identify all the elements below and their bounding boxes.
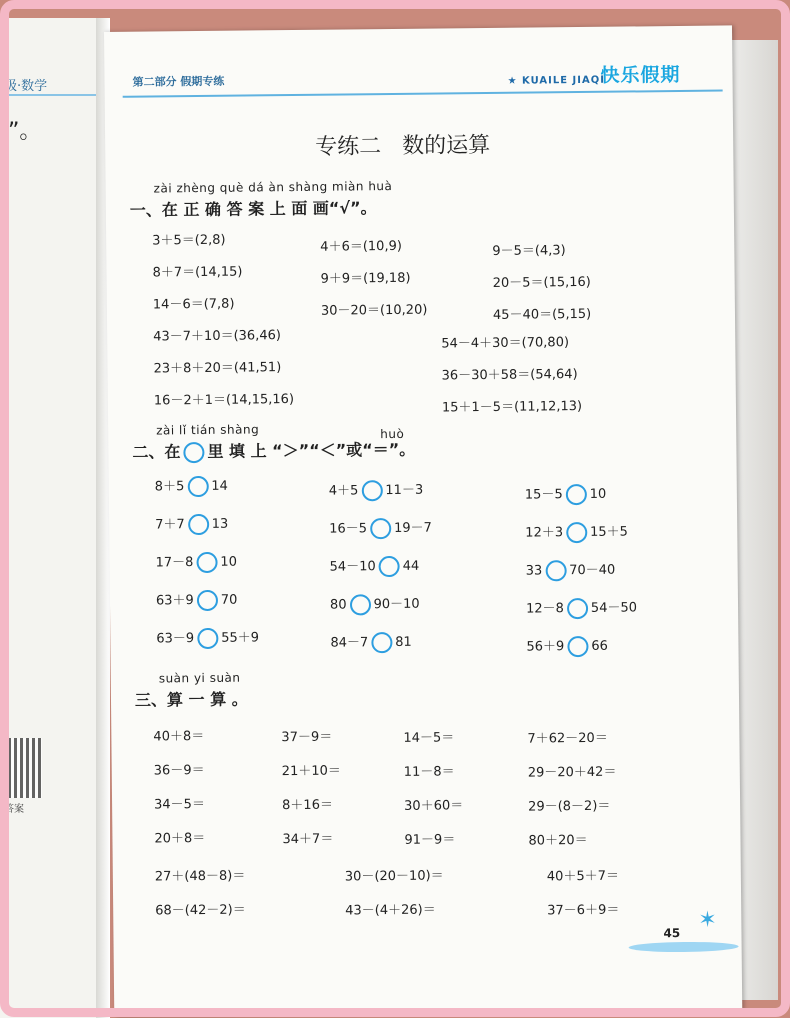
worksheet-page	[104, 25, 742, 1017]
answer-circle[interactable]	[567, 636, 588, 657]
calc-item: 20＋8＝	[154, 830, 206, 847]
calc-item: 14－5＝	[403, 730, 455, 746]
calc-item: 11－8＝	[403, 764, 455, 780]
calc-item: 40＋8＝	[153, 728, 205, 745]
page-footer	[628, 907, 738, 958]
calc-item: 36－9＝	[153, 762, 205, 779]
compare-left: 56＋9	[526, 639, 565, 655]
sec1-item: 36－30＋58＝(54,64)	[441, 367, 578, 384]
compare-left: 15－5	[524, 487, 563, 503]
sec3-pinyin: suàn yi suàn	[158, 670, 241, 686]
sec1-item: 9＋9＝(19,18)	[320, 270, 411, 287]
compare-item	[155, 551, 237, 574]
compare-item	[526, 635, 608, 658]
compare-item	[329, 555, 419, 578]
calc-item: 34－5＝	[154, 796, 206, 813]
calc-item: 7＋62－20＝	[527, 730, 608, 747]
sec1-item: 14－6＝(7,8)	[152, 296, 235, 313]
page-header	[122, 63, 722, 94]
palm-tree-icon: ✶	[698, 907, 717, 933]
brand-english: ★ KUAILE JIAQI	[507, 74, 605, 87]
compare-left: 63－9	[156, 631, 195, 647]
page-title: 专练二 数的运算	[315, 132, 491, 160]
calc-item: 91－9＝	[404, 832, 456, 848]
sec2-pinyin: zài lǐ tián shàng	[156, 422, 260, 438]
calc-item: 40＋5＋7＝	[546, 868, 620, 885]
answer-circle[interactable]	[545, 560, 566, 581]
calc-item: 8＋16＝	[282, 797, 334, 814]
sec2-heading-a: 二、在	[132, 442, 181, 462]
compare-left: 12＋3	[525, 525, 564, 541]
compare-right: 10	[589, 486, 607, 502]
sec2-heading-b: 里 填 上 “＞”“＜”或“＝”。	[207, 439, 416, 461]
calc-item: 30－(20－10)＝	[344, 868, 444, 885]
compare-right: 70	[220, 592, 238, 608]
compare-item	[156, 626, 259, 649]
sec1-item: 9－5＝(4,3)	[492, 243, 566, 259]
compare-left: 80	[329, 597, 347, 613]
sec3-heading: 三、算 一 算 。	[134, 689, 248, 710]
sec1-item: 3＋5＝(2,8)	[152, 232, 226, 249]
sec1-heading: 一、在 正 确 答 案 上 面 画“√”。	[129, 198, 377, 220]
calc-item: 34＋7＝	[282, 831, 334, 848]
sec1-item: 54－4＋30＝(70,80)	[441, 335, 570, 352]
sec1-item: 20－5＝(15,16)	[492, 274, 591, 291]
compare-left: 17－8	[155, 555, 194, 571]
calc-item: 30＋60＝	[404, 798, 464, 814]
calc-item: 43－(4＋26)＝	[345, 902, 436, 919]
qr-code-icon	[8, 738, 42, 798]
answer-circle[interactable]	[566, 522, 587, 543]
compare-left: 33	[525, 563, 543, 579]
compare-right: 13	[211, 516, 229, 532]
compare-right: 15＋5	[590, 524, 628, 540]
section-label: 第二部分 假期专练	[132, 74, 225, 89]
sec1-item: 30－20＝(10,20)	[320, 302, 428, 319]
answer-circle[interactable]	[187, 476, 208, 497]
compare-right: 70－40	[569, 562, 616, 579]
compare-right: 90－10	[373, 596, 420, 613]
calc-item: 21＋10＝	[281, 763, 341, 780]
sec1-pinyin: zài zhèng què dá àn shàng miàn huà	[153, 178, 393, 196]
compare-item	[329, 479, 424, 502]
left-page-rule	[0, 94, 100, 96]
compare-right: 66	[591, 638, 608, 654]
calc-item: 37－6＋9＝	[547, 902, 620, 919]
answer-circle[interactable]	[567, 598, 588, 619]
answer-circle[interactable]	[361, 480, 382, 501]
calc-item: 29－(8－2)＝	[528, 798, 611, 815]
sec1-item: 8＋7＝(14,15)	[152, 264, 243, 281]
left-page-mark: ”。	[8, 119, 42, 144]
compare-item	[329, 517, 432, 540]
sec1-item: 23＋8＋20＝(41,51)	[153, 360, 282, 377]
compare-right: 81	[395, 634, 412, 650]
answer-circle[interactable]	[370, 518, 391, 539]
calc-item: 37－9＝	[281, 729, 333, 746]
sec2-pinyin-huo: huò	[380, 426, 405, 442]
compare-right: 11－3	[385, 482, 424, 499]
compare-left: 4＋5	[328, 483, 359, 499]
sec1-item: 15＋1－5＝(11,12,13)	[441, 399, 583, 416]
compare-item	[155, 513, 228, 536]
compare-item	[525, 483, 607, 506]
brand-logo: 快乐假期	[600, 63, 681, 87]
sec2-heading	[132, 437, 415, 464]
compare-left: 8＋5	[154, 479, 185, 495]
compare-left: 84－7	[330, 635, 369, 651]
compare-item	[330, 631, 412, 654]
answer-circle[interactable]	[196, 552, 217, 573]
left-page-answer-label: 答案	[4, 804, 24, 815]
answer-circle[interactable]	[379, 556, 400, 577]
compare-right: 54－50	[590, 600, 638, 616]
left-page-header: 级·数学	[4, 79, 48, 94]
sec1-item: 45－40＝(5,15)	[492, 306, 592, 323]
header-rule	[123, 90, 723, 98]
compare-item	[330, 593, 420, 616]
compare-right: 55＋9	[221, 630, 260, 646]
answer-circle[interactable]	[197, 628, 218, 649]
compare-item	[155, 475, 228, 498]
compare-right: 19－7	[393, 520, 432, 536]
compare-right: 10	[220, 554, 238, 570]
circle-blank-icon	[183, 442, 204, 463]
compare-left: 63＋9	[155, 593, 194, 609]
answer-circle[interactable]	[371, 632, 392, 653]
calc-item: 80＋20＝	[528, 832, 588, 849]
sec1-item: 4＋6＝(10,9)	[320, 238, 402, 255]
answer-circle[interactable]	[566, 484, 587, 505]
wave-decoration	[629, 941, 739, 952]
left-page	[0, 18, 104, 1018]
answer-circle[interactable]	[349, 594, 370, 615]
answer-circle[interactable]	[188, 514, 209, 535]
compare-left: 16－5	[329, 521, 368, 537]
compare-left: 54－10	[329, 559, 376, 575]
compare-left: 12－8	[525, 601, 564, 617]
compare-right: 14	[211, 478, 228, 494]
compare-item	[156, 589, 238, 612]
compare-item	[526, 596, 637, 619]
answer-circle[interactable]	[197, 590, 218, 611]
compare-left: 7＋7	[155, 517, 185, 533]
page-number: 45	[663, 926, 681, 941]
calc-item: 29－20＋42＝	[527, 764, 617, 781]
calc-item: 27＋(48－8)＝	[154, 868, 246, 885]
sec1-item: 16－2＋1＝(14,15,16)	[153, 392, 295, 409]
sec1-item: 43－7＋10＝(36,46)	[153, 328, 281, 345]
compare-item	[526, 559, 616, 582]
calc-item: 68－(42－2)＝	[155, 902, 246, 919]
compare-item	[525, 521, 628, 544]
compare-right: 44	[402, 558, 420, 574]
